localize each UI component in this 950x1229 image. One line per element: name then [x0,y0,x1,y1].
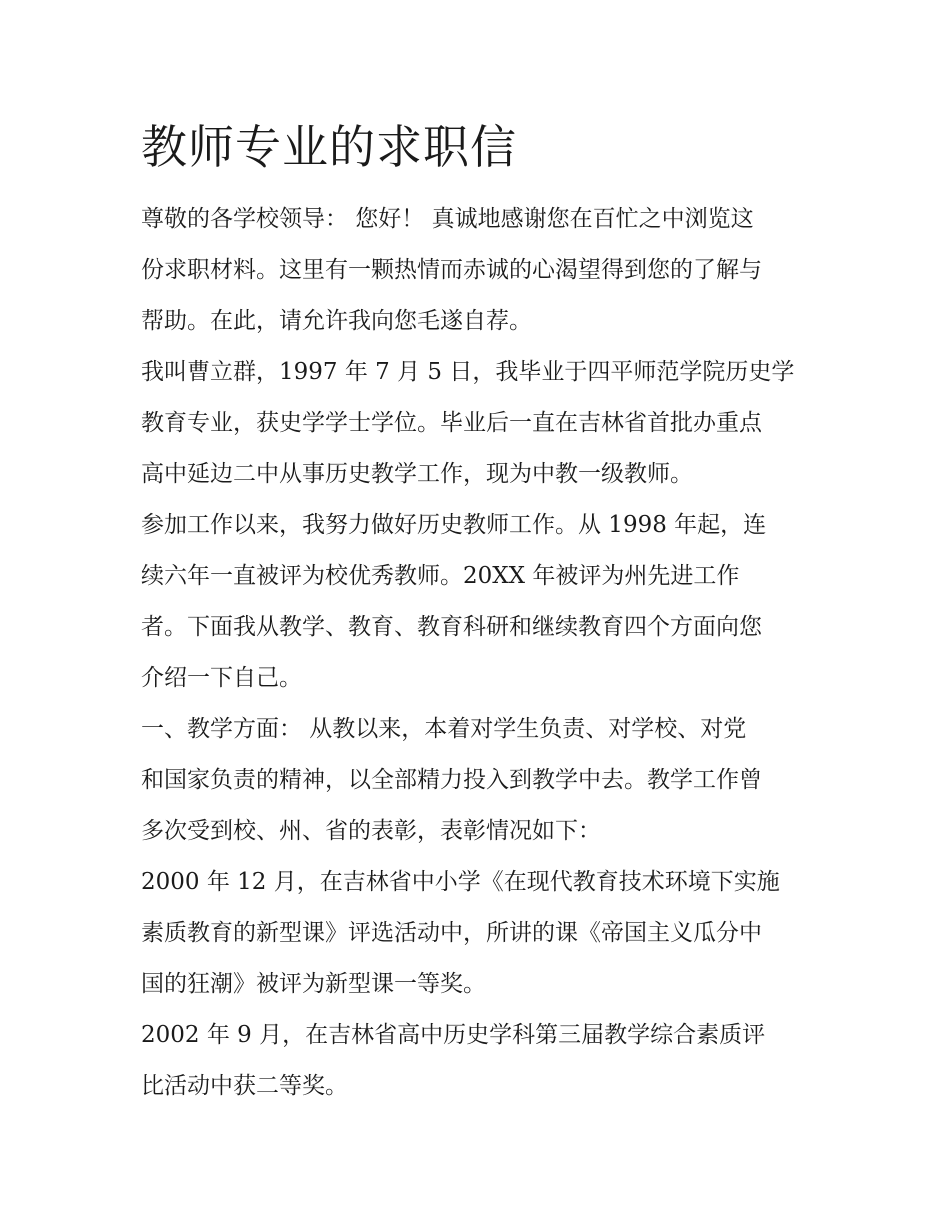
document-title: 教师专业的求职信 [141,120,517,174]
document-page [141,112,821,1112]
paragraph-introduction [141,347,821,500]
text-line: 介绍一下自己。 [141,665,302,691]
text-line: 和国家负责的精神，以全部精力投入到教学中去。教学工作曾 [141,767,762,793]
paragraph-work-summary [141,500,821,704]
text-line: 素质教育的新型课》评选活动中，所讲的课《帝国主义瓜分中 [141,920,762,946]
text-line: 续六年一直被评为校优秀教师。20XX 年被评为州先进工作 [141,563,740,589]
paragraph-greeting [141,194,821,347]
text-line: 比活动中获二等奖。 [141,1073,348,1099]
text-line: 帮助。在此，请允许我向您毛遂自荐。 [141,308,532,334]
text-line: 多次受到校、州、省的表彰，表彰情况如下： [141,818,601,844]
text-line: 我叫曹立群，1997 年 7 月 5 日，我毕业于四平师范学院历史学 [141,359,795,385]
text-line: 2002 年 9 月，在吉林省高中历史学科第三届教学综合素质评 [141,1022,766,1048]
text-line: 高中延边二中从事历史教学工作，现为中教一级教师。 [141,461,693,487]
paragraph-award-2000 [141,857,821,1010]
text-line: 一、教学方面： 从教以来，本着对学生负责、对学校、对党 [141,716,747,742]
paragraph-teaching [141,704,821,857]
text-line: 份求职材料。这里有一颗热情而赤诚的心渴望得到您的了解与 [141,257,762,283]
document-body [141,194,821,1112]
paragraph-award-2002 [141,1010,821,1112]
text-line: 2000 年 12 月，在吉林省中小学《在现代教育技术环境下实施 [141,869,780,895]
text-line: 者。下面我从教学、教育、教育科研和继续教育四个方面向您 [141,614,762,640]
text-line: 教育专业，获史学学士学位。毕业后一直在吉林省首批办重点 [141,410,762,436]
text-line: 尊敬的各学校领导： 您好！ 真诚地感谢您在百忙之中浏览这 [141,206,754,232]
text-line: 参加工作以来，我努力做好历史教师工作。从 1998 年起，连 [141,512,767,538]
text-line: 国的狂潮》被评为新型课一等奖。 [141,971,486,997]
